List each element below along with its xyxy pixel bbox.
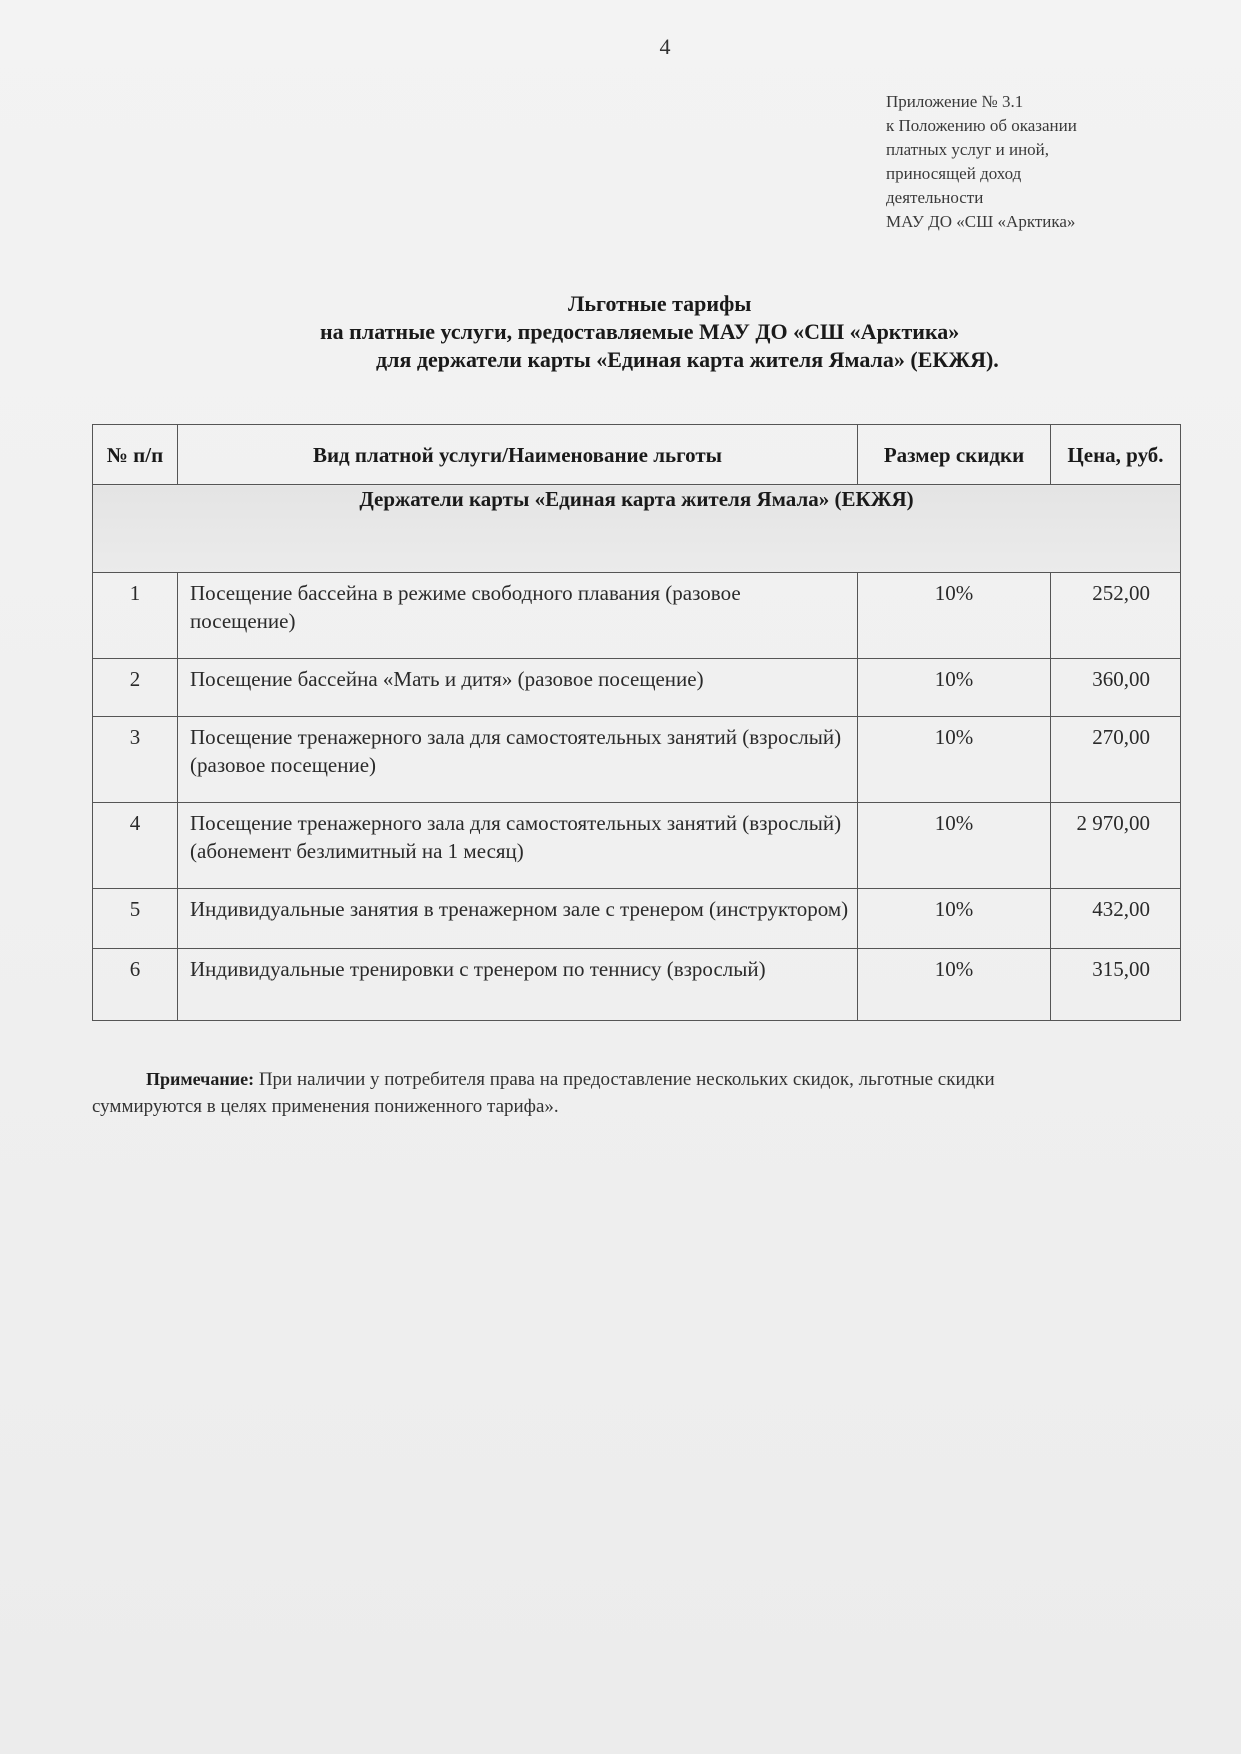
row-service-name: Индивидуальные занятия в тренажерном зале с тренером (инструктором) [178,889,858,949]
row-num: 5 [93,889,178,949]
row-num: 1 [93,573,178,659]
appendix-line: деятельности [886,188,984,207]
row-discount: 10% [858,889,1051,949]
row-num: 2 [93,659,178,717]
appendix-line: платных услуг и иной, [886,140,1050,159]
row-service-name: Посещение тренажерного зала для самостоятельных занятий (взрослый) (разовое посещение) [178,717,858,803]
appendix-line: к Положению об оказании [886,116,1077,135]
header-discount: Размер скидки [858,425,1051,485]
footnote-text: При наличии у потребителя права на предоставление нескольких скидок, льготные скидки [258,1069,995,1090]
row-price: 2 970,00 [1051,803,1181,889]
appendix-line: Приложение № 3.1 [886,92,1024,111]
table-row [93,659,1181,717]
footnote-label: Примечание: [146,1069,255,1089]
row-service-name: Посещение бассейна в режиме свободного плавания (разовое посещение) [178,573,858,659]
tariffs-table [92,424,1181,1021]
table-row [93,949,1181,1021]
title-line: Льготные тарифы [568,291,752,316]
row-price: 252,00 [1051,573,1181,659]
table-header-row [93,425,1181,485]
row-num: 4 [93,803,178,889]
row-service-name: Посещение бассейна «Мать и дитя» (разовое посещение) [178,659,858,717]
header-num: № п/п [93,425,178,485]
header-price: Цена, руб. [1051,425,1181,485]
row-price: 270,00 [1051,717,1181,803]
group-title: Держатели карты «Единая карта жителя Ямала» (ЕКЖЯ) [93,485,1181,573]
row-price: 432,00 [1051,889,1181,949]
row-service-name: Индивидуальные тренировки с тренером по теннису (взрослый) [178,949,858,1021]
appendix-line: приносящей доход [886,164,1022,183]
page-number: 4 [659,34,671,59]
header-service-name: Вид платной услуги/Наименование льготы [178,425,858,485]
row-discount: 10% [858,573,1051,659]
appendix-reference [886,90,1186,234]
table-row [93,573,1181,659]
appendix-line: МАУ ДО «СШ «Арктика» [886,212,1076,231]
row-num: 6 [93,949,178,1021]
footnote-line [92,1066,1172,1093]
row-discount: 10% [858,659,1051,717]
footnote-line: суммируются в целях применения пониженного тарифа». [92,1096,559,1117]
row-price: 315,00 [1051,949,1181,1021]
table-row [93,889,1181,949]
row-service-name: Посещение тренажерного зала для самостоятельных занятий (взрослый) (абонемент безлимитный на 1 месяц) [178,803,858,889]
title-line: для держатели карты «Единая карта жителя Ямала» (ЕКЖЯ). [376,347,999,372]
row-discount: 10% [858,717,1051,803]
table-row [93,717,1181,803]
row-discount: 10% [858,803,1051,889]
row-num: 3 [93,717,178,803]
table-row [93,803,1181,889]
row-discount: 10% [858,949,1051,1021]
row-price: 360,00 [1051,659,1181,717]
title-line: на платные услуги, предоставляемые МАУ ДО «СШ «Арктика» [320,319,960,344]
table-group-row [93,485,1181,573]
footnote [92,1066,1172,1120]
